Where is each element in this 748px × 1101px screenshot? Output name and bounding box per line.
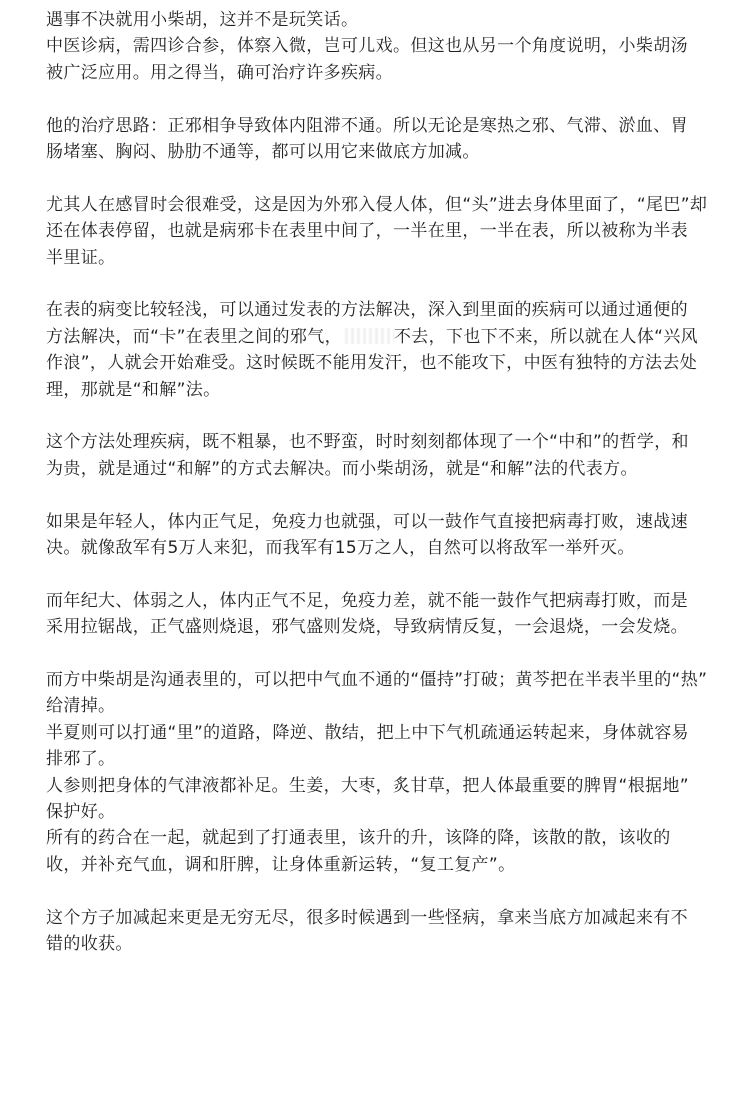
text-line: 这个方法处理疾病，既不粗暴，也不野蛮，时时刻刻都体现了一个“中和”的哲学，和: [46, 432, 689, 453]
text-line: 尤其人在感冒时会很难受，这是因为外邪入侵人体，但“头”进去身体里面了，“尾巴”却: [46, 194, 708, 215]
paragraph-9: [46, 905, 722, 958]
text-line: 这个方子加减起来更是无穷无尽，很多时候遇到一些怪病，拿来当底方加减起来有不: [46, 907, 688, 928]
text-line: 被广泛应用。用之得当，确可治疗许多疾病。: [46, 62, 393, 83]
text-line: 中医诊病，需四诊合参，体察入微，岂可儿戏。但这也从另一个角度说明，小柴胡汤: [46, 36, 688, 57]
article-body: [46, 7, 722, 958]
text-line: 采用拉锯战，正气盛则烧退，邪气盛则发烧，导致病情反复，一会退烧，一会发烧。: [46, 617, 688, 638]
text-line: 给清掉。: [46, 696, 116, 717]
text-line: 保护好。: [46, 802, 116, 823]
text-line: 收，并补充气血，调和肝脾，让身体重新运转，“复工复产”。: [46, 854, 516, 875]
text-line: [46, 324, 722, 350]
text-line: 肠堵塞、胸闷、胁肋不通等，都可以用它来做底方加减。: [46, 142, 480, 163]
paragraph-1: [46, 7, 722, 86]
text-line: 如果是年轻人，体内正气足，免疫力也就强，可以一鼓作气直接把病毒打败，速战速: [46, 511, 688, 532]
paragraph-8: [46, 667, 722, 878]
text-line: 他的治疗思路：正邪相争导致体内阻滞不通。所以无论是寒热之邪、气滞、淤血、胃: [46, 115, 688, 136]
text-line: 在表的病变比较轻浅，可以通过发表的方法解决，深入到里面的疾病可以通过通便的: [46, 300, 688, 321]
text-segment: 不去，下也下不来，所以就在人体“兴风: [393, 326, 699, 347]
obscured-text: [342, 328, 394, 344]
text-line: 为贵，就是通过“和解”的方式去解决。而小柴胡汤，就是“和解”法的代表方。: [46, 458, 638, 479]
paragraph-5: [46, 429, 722, 482]
text-line: 错的收获。: [46, 934, 133, 955]
text-segment: 方法解决，而“卡”在表里之间的邪气，: [46, 326, 342, 347]
text-line: 而方中柴胡是沟通表里的，可以把中气血不通的“僵持”打破；黄芩把在半表半里的“热”: [46, 670, 708, 691]
text-line: 遇事不决就用小柴胡，这并不是玩笑话。: [46, 10, 359, 30]
text-line: 半夏则可以打通“里”的道路，降逆、散结，把上中下气机疏通运转起来，身体就容易: [46, 722, 689, 743]
paragraph-4: [46, 297, 722, 403]
text-line: 理，那就是“和解”法。: [46, 379, 221, 400]
text-line: 人参则把身体的气津液都补足。生姜，大枣，炙甘草，把人体最重要的脾胃“根据地”: [46, 775, 689, 796]
text-line: 排邪了。: [46, 749, 116, 770]
text-line: 而年纪大、体弱之人，体内正气不足，免疫力差，就不能一鼓作气把病毒打败，而是: [46, 590, 688, 611]
paragraph-3: [46, 192, 722, 271]
text-line: 作浪”，人就会开始难受。这时候既不能用发汗，也不能攻下，中医有独特的方法去处: [46, 353, 698, 374]
paragraph-7: [46, 588, 722, 641]
text-line: 还在体表停留，也就是病邪卡在表里中间了，一半在里，一半在表，所以被称为半表: [46, 221, 688, 242]
text-line: 半里证。: [46, 247, 116, 268]
paragraph-6: [46, 509, 722, 562]
paragraph-2: [46, 113, 722, 166]
text-line: 所有的药合在一起，就起到了打通表里，该升的升，该降的降，该散的散，该收的: [46, 828, 671, 849]
text-line: 决。就像敌军有5万人来犯，而我军有15万之人，自然可以将敌军一举歼灭。: [46, 538, 635, 559]
